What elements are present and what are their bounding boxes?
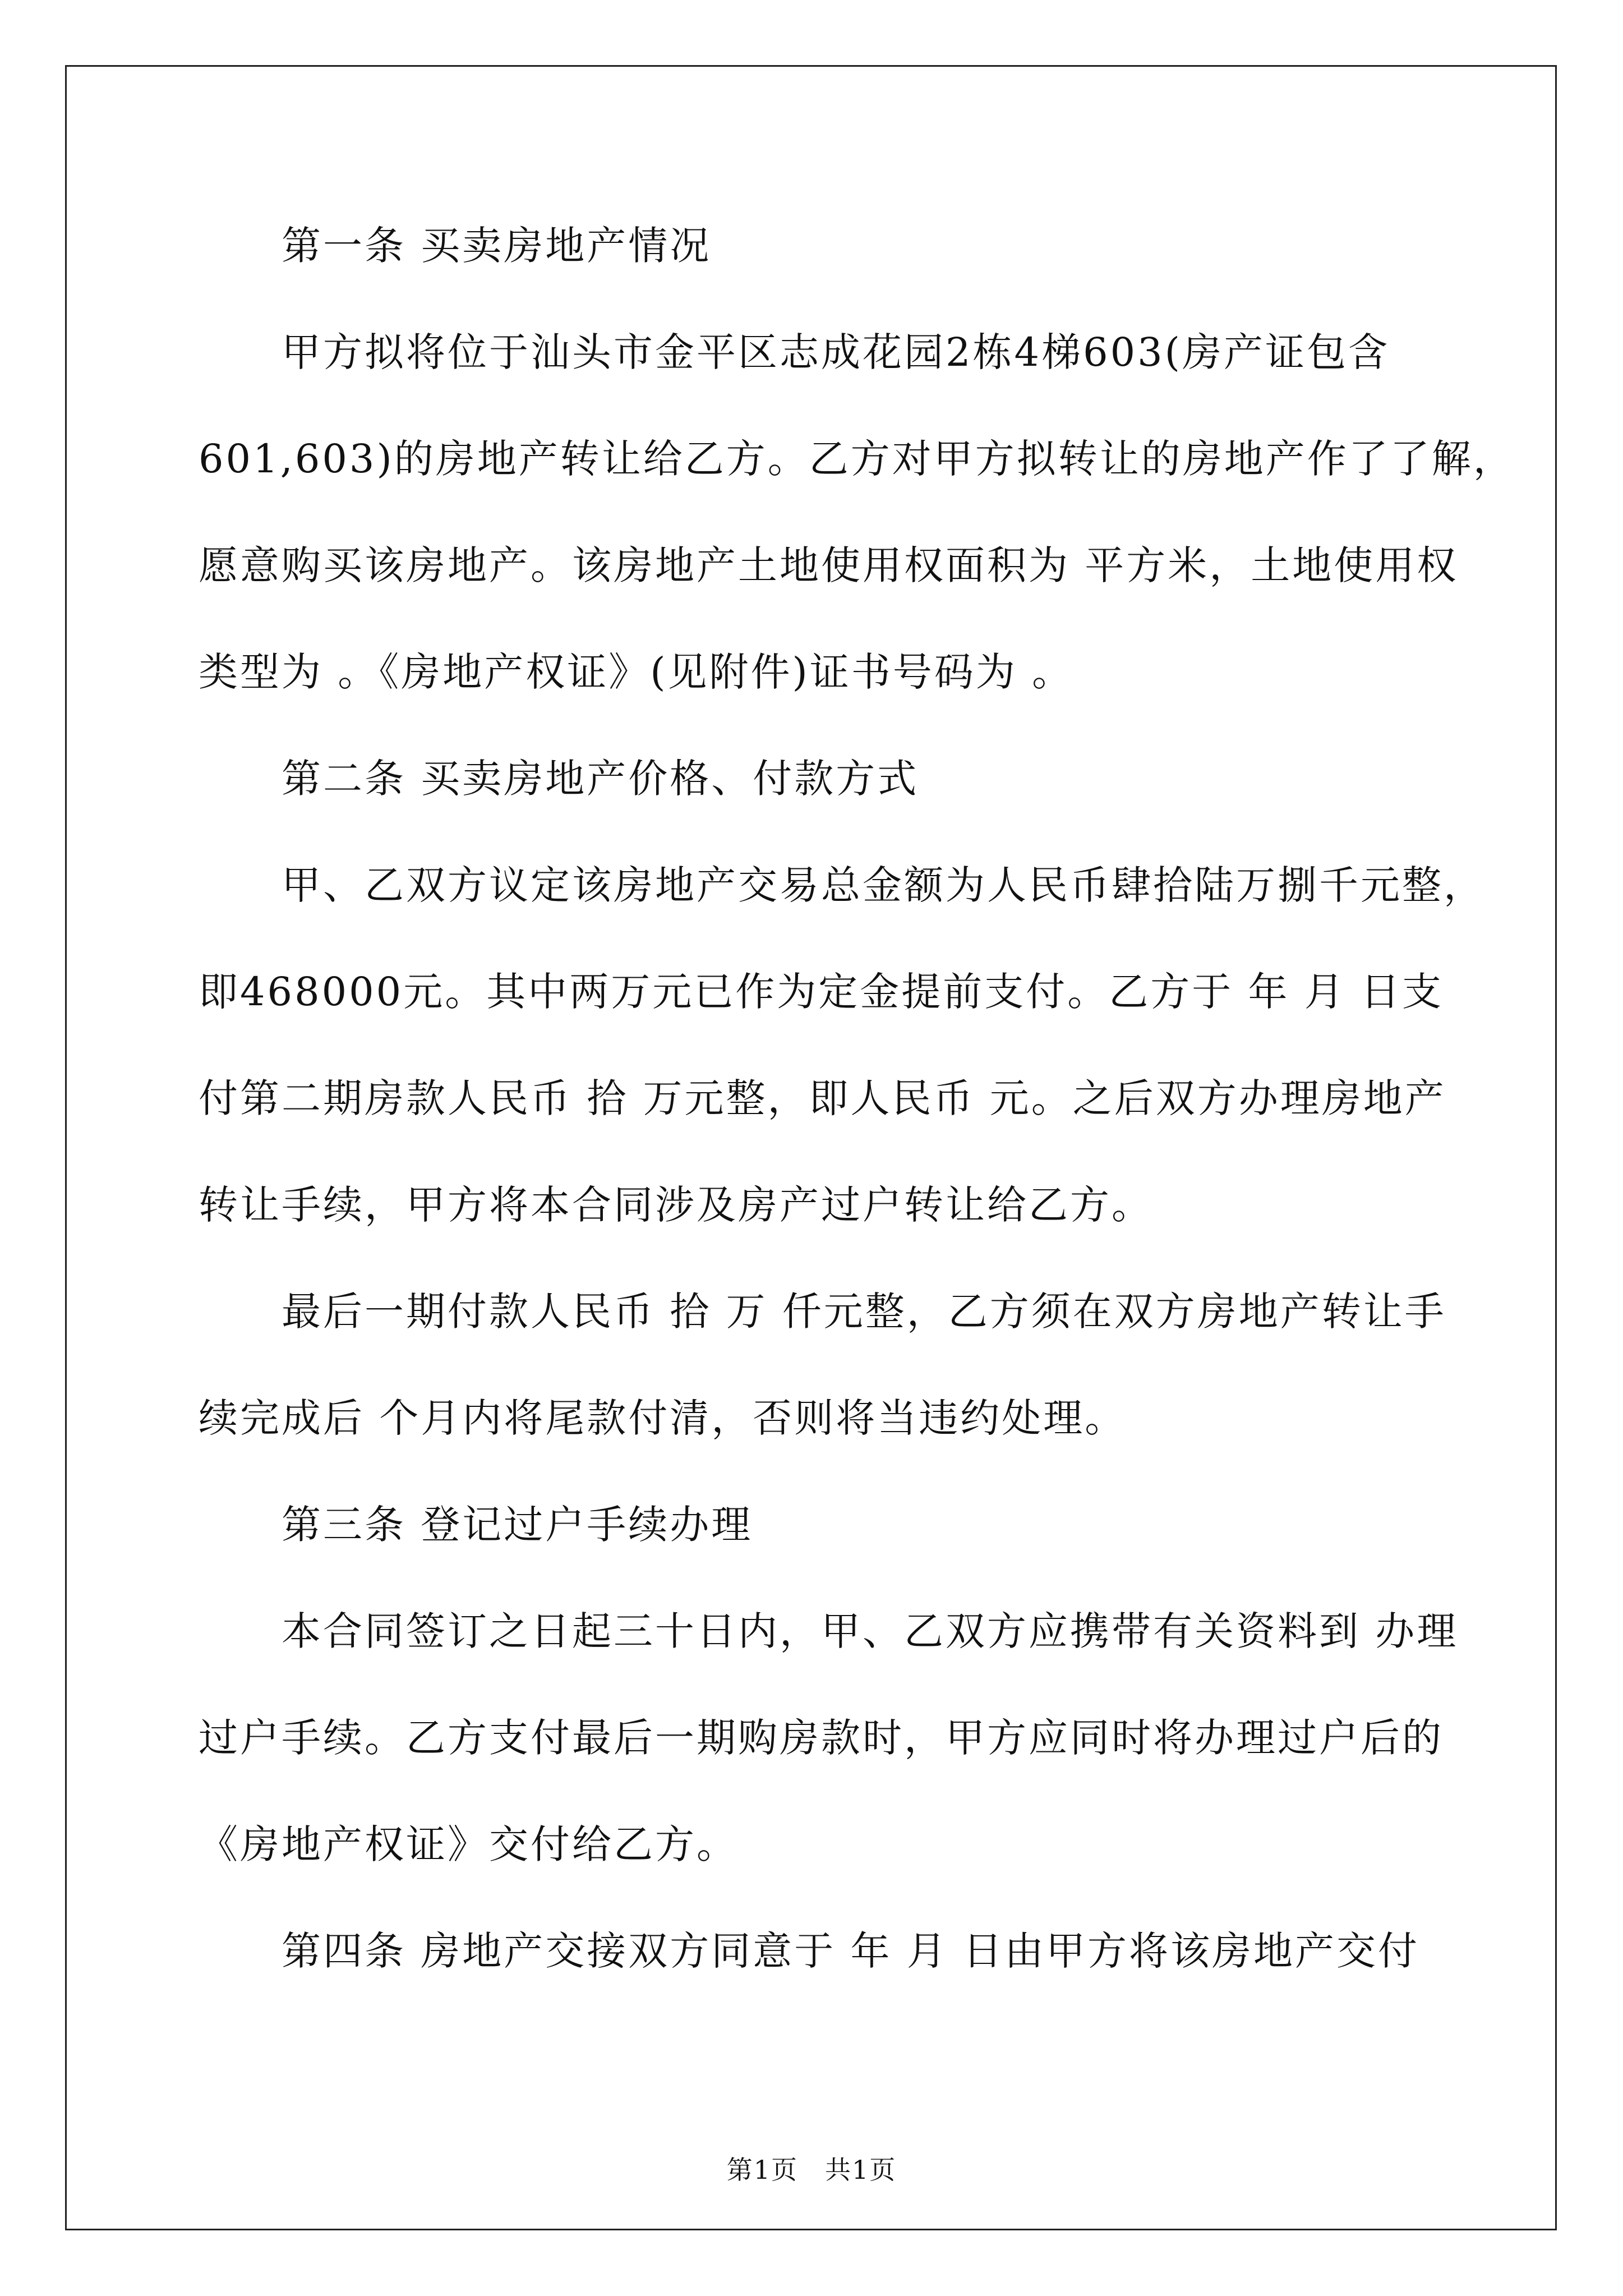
paragraph-line: 甲方拟将位于汕头市金平区志成花园2栋4梯603(房产证包含 — [199, 329, 1390, 375]
paragraph-line: 类型为 。《房地产权证》(见附件)证书号码为 。 — [199, 649, 1074, 695]
page-number: 第1页 共1页 — [726, 2155, 897, 2185]
paragraph-line: 付第二期房款人民币 拾 万元整，即人民币 元。之后双方办理房地产 — [199, 1075, 1446, 1121]
paragraph-line: 愿意购买该房地产。该房地产土地使用权面积为 平方米，土地使用权 — [199, 542, 1459, 588]
paragraph-line: 续完成后 个月内将尾款付清，否则将当违约处理。 — [199, 1395, 1127, 1441]
article-4-heading: 第四条 房地产交接双方同意于 年 月 日由甲方将该房地产交付 — [199, 1928, 1420, 1974]
paragraph-line: 本合同签订之日起三十日内，甲、乙双方应携带有关资料到 办理 — [199, 1608, 1459, 1654]
paragraph-line: 601,603)的房地产转让给乙方。乙方对甲方拟转让的房地产作了了解， — [199, 436, 1515, 482]
article-3-heading: 第三条 登记过户手续办理 — [199, 1502, 753, 1548]
paragraph-line: 最后一期付款人民币 拾 万 仟元整，乙方须在双方房地产转让手 — [199, 1289, 1446, 1335]
paragraph-line: 过户手续。乙方支付最后一期购房款时，甲方应同时将办理过户后的 — [199, 1715, 1444, 1761]
paragraph-line: 甲、乙双方议定该房地产交易总金额为人民币肆拾陆万捌千元整， — [199, 862, 1485, 908]
paragraph-line: 转让手续，甲方将本合同涉及房产过户转让给乙方。 — [199, 1182, 1153, 1228]
paragraph-line: 《房地产权证》交付给乙方。 — [199, 1821, 738, 1867]
article-2-heading: 第二条 买卖房地产价格、付款方式 — [199, 756, 919, 802]
paragraph-line: 即468000元。其中两万元已作为定金提前支付。乙方于 年 月 日支 — [199, 969, 1444, 1015]
article-1-heading: 第一条 买卖房地产情况 — [199, 223, 712, 269]
page-border — [65, 65, 1557, 2230]
